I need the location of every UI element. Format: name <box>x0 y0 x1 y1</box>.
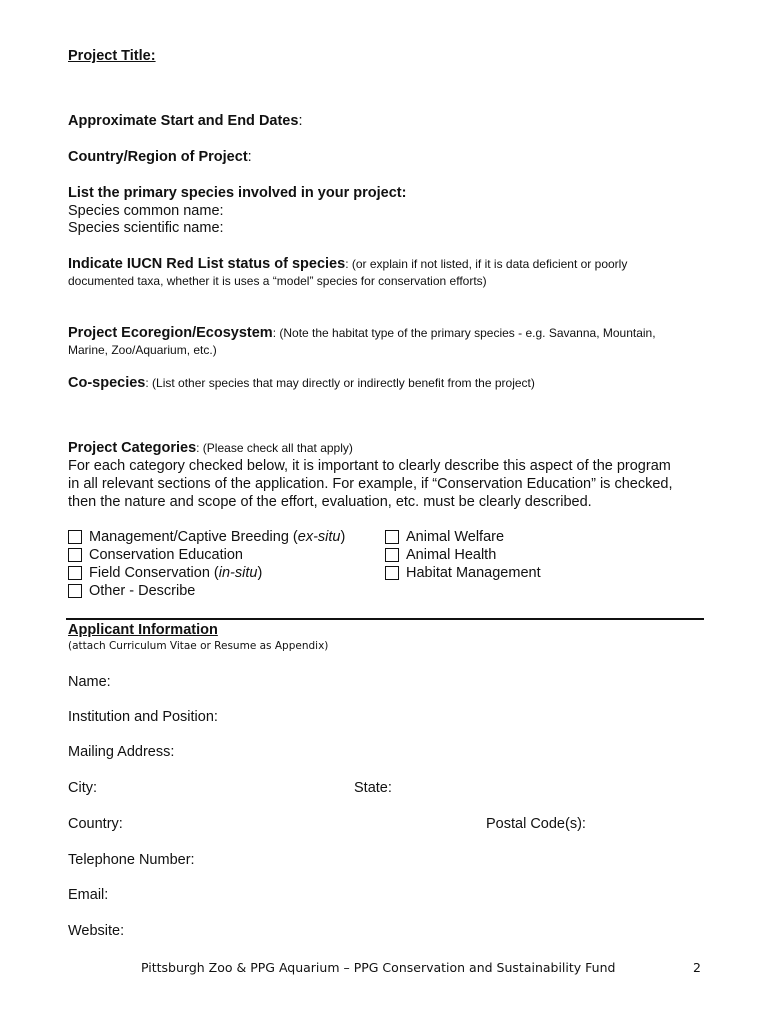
categories-para-line1: For each category checked below, it is important to clearly describe this aspect of the program <box>68 458 671 474</box>
categories-label: Project Categories <box>68 440 197 456</box>
checkbox[interactable] <box>68 584 82 598</box>
dates-colon: : <box>298 113 303 129</box>
country-region-label: Country/Region of Project <box>68 149 248 165</box>
name-label: Name: <box>68 674 111 690</box>
checkbox[interactable] <box>68 566 82 580</box>
categories-paragraph <box>68 457 718 511</box>
category-conservation-education[interactable] <box>68 546 345 564</box>
category-habitat-management[interactable] <box>385 564 541 582</box>
cospecies-label: Co-species <box>68 375 146 391</box>
category-management-captive-breeding[interactable] <box>68 528 345 546</box>
species-scientific-name-label: Species scientific name: <box>68 220 224 236</box>
state-label: State: <box>354 780 392 796</box>
categories-row <box>68 439 353 457</box>
mailing-address-label: Mailing Address: <box>68 744 175 760</box>
checkbox[interactable] <box>68 548 82 562</box>
country-region-row <box>68 148 252 166</box>
categories-right-column <box>385 528 541 582</box>
categories-left-column <box>68 528 345 600</box>
cospecies-note: : (List other species that may directly or indirectly benefit from the project) <box>145 376 535 390</box>
ecoregion-block <box>68 324 728 358</box>
website-label: Website: <box>68 923 125 939</box>
checkbox[interactable] <box>385 566 399 580</box>
category-field-conservation[interactable] <box>68 564 345 582</box>
checkbox[interactable] <box>385 530 399 544</box>
category-label: Field Conservation (in-situ) <box>89 565 263 581</box>
species-heading: List the primary species involved in your project: <box>68 185 407 201</box>
iucn-note-line2: documented taxa, whether it is uses a “model” species for conservation efforts) <box>68 274 487 288</box>
dates-row <box>68 112 302 130</box>
category-label: Animal Health <box>406 547 497 563</box>
checkbox[interactable] <box>68 530 82 544</box>
country-region-colon: : <box>247 149 252 165</box>
iucn-note-line1: : (or explain if not listed, if it is data deficient or poorly <box>345 257 628 271</box>
categories-para-line2: in all relevant sections of the application. For example, if “Conservation Education” is checked, <box>68 476 673 492</box>
category-other-describe[interactable] <box>68 582 345 600</box>
category-label: Conservation Education <box>89 547 243 563</box>
checkbox[interactable] <box>385 548 399 562</box>
cospecies-row <box>68 374 535 392</box>
ecoregion-label: Project Ecoregion/Ecosystem <box>68 325 273 341</box>
iucn-label: Indicate IUCN Red List status of species <box>68 256 346 272</box>
ecoregion-note-line2: Marine, Zoo/Aquarium, etc.) <box>68 343 217 357</box>
dates-label: Approximate Start and End Dates <box>68 113 299 129</box>
category-animal-welfare[interactable] <box>385 528 541 546</box>
category-label: Other - Describe <box>89 583 196 599</box>
species-common-name-label: Species common name: <box>68 203 224 219</box>
postal-code-label: Postal Code(s): <box>486 816 586 832</box>
footer-text: Pittsburgh Zoo & PPG Aquarium – PPG Conservation and Sustainability Fund <box>141 960 616 975</box>
category-label: Habitat Management <box>406 565 541 581</box>
categories-note: : (Please check all that apply) <box>196 441 353 455</box>
email-label: Email: <box>68 887 109 903</box>
project-title-label: Project Title: <box>68 48 156 64</box>
page-number: 2 <box>693 960 701 975</box>
institution-label: Institution and Position: <box>68 709 218 725</box>
applicant-subnote: (attach Curriculum Vitae or Resume as Appendix) <box>68 640 329 652</box>
category-label: Management/Captive Breeding (ex-situ) <box>89 529 346 545</box>
city-label: City: <box>68 780 97 796</box>
category-label: Animal Welfare <box>406 529 505 545</box>
iucn-block <box>68 255 728 289</box>
section-divider <box>66 618 704 620</box>
category-animal-health[interactable] <box>385 546 541 564</box>
ecoregion-note-line1: : (Note the habitat type of the primary species - e.g. Savanna, Mountain, <box>272 326 656 340</box>
categories-para-line3: then the nature and scope of the effort, evaluation, etc. must be clearly described. <box>68 494 592 510</box>
telephone-label: Telephone Number: <box>68 852 195 868</box>
country-label: Country: <box>68 816 123 832</box>
applicant-heading: Applicant Information <box>68 622 218 638</box>
